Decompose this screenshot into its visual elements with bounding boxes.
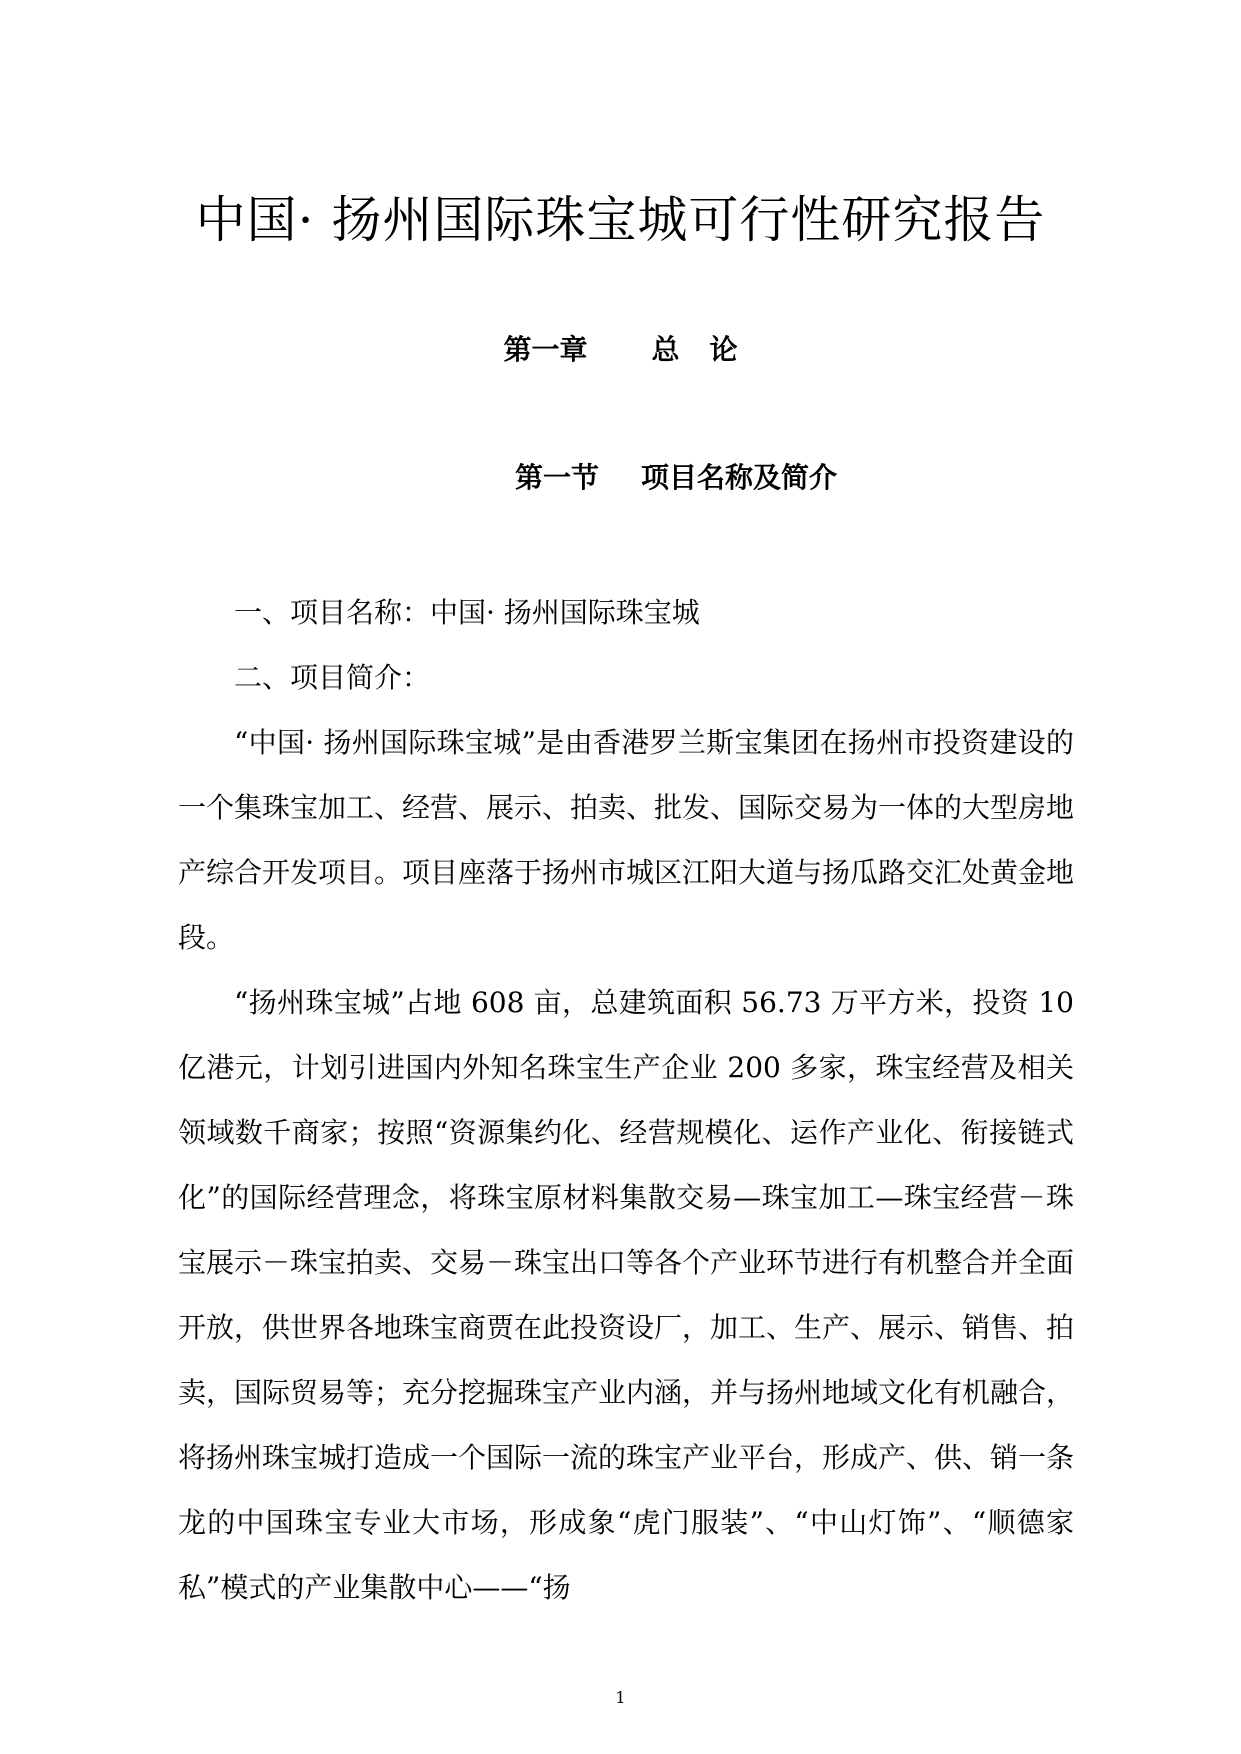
document-title: 中国· 扬州国际珠宝城可行性研究报告 [195,191,1046,249]
section-number: 第一节 [515,461,600,494]
chapter-title-part1: 总 [651,333,680,366]
paragraph-project-description: “中国· 扬州国际珠宝城”是由香港罗兰斯宝集团在扬州市投资建设的一个集珠宝加工、经营、展示、拍卖、批发、国际交易为一体的大型房地产综合开发项目。项目座落于扬州市城区江阳大道与扬瓜路交汇处黄金地段。 [178,726,1075,954]
paragraph-project-name: 一、项目名称：中国· 扬州国际珠宝城 [234,596,700,629]
page-number: 1 [615,1688,626,1707]
section-title: 项目名称及简介 [641,461,838,494]
chapter-number: 第一章 [503,333,588,366]
body-text [178,580,1074,1620]
chapter-title-part2: 论 [709,333,738,366]
chapter-heading [0,330,1241,370]
section-heading [515,458,837,498]
paragraph-project-details: “扬州珠宝城”占地 608 亩，总建筑面积 56.73 万平方米，投资 10 亿港元，计划引进国内外知名珠宝生产企业 200 多家，珠宝经营及相关领域数千商家；按照“资源集约化、经营规模化、运作产业化、衔接链式化”的国际经营理念，将珠宝原材料集散交易—珠宝加工—珠宝经营－珠宝展示－珠宝拍卖、交易－珠宝出口等各个产业环节进行有机整合并全面开放，供世界各地珠宝商贾在此投资设厂，加工、生产、展示、销售、拍卖，国际贸易等；充分挖掘珠宝产业内涵，并与扬州地域文化有机融合，将扬州珠宝城打造成一个国际一流的珠宝产业平台，形成产、供、销一条龙的中国珠宝专业大市场，形成象“虎门服装”、“中山灯饰”、“顺德家私”模式的产业集散中心——“扬 [178,986,1075,1604]
paragraph-project-intro-heading: 二、项目简介： [234,661,431,694]
